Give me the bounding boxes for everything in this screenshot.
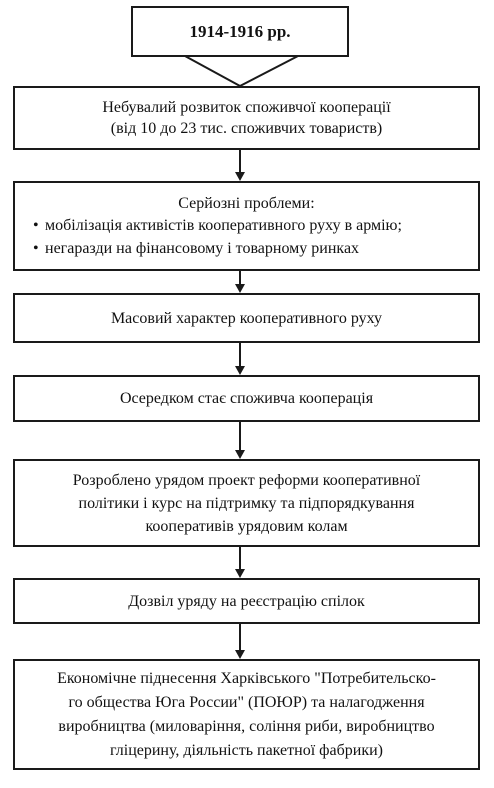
problem-item: • мобілізація активістів кооперативного руху в армію; xyxy=(29,214,478,237)
box3-text: Масовий характер кооперативного руху xyxy=(110,309,383,327)
arrow-box4-box5 xyxy=(235,422,245,459)
flow-box-development xyxy=(13,86,480,150)
problem-item: • негаразди на фінансовому і товарному ринках xyxy=(29,237,478,260)
arrow-box1-box2 xyxy=(235,150,245,181)
box7-line4: гліцерину, діяльність пакетної фабрики) xyxy=(110,741,383,759)
flow-box-union-registration xyxy=(13,578,480,624)
box7-line2: го общества Юга России" (ПОЮР) та налагодження xyxy=(68,693,425,711)
flow-box-reform-project xyxy=(13,459,480,547)
problems-heading: Серйозні проблеми: xyxy=(178,194,315,212)
flow-box-economic-growth xyxy=(13,659,480,770)
box1-line1: Небувалий розвиток споживчої кооперації xyxy=(102,99,391,116)
flow-box-problems xyxy=(13,181,480,271)
arrow-box3-box4 xyxy=(235,343,245,375)
problems-list xyxy=(29,214,478,260)
box5-line2: політики і курс на підтримку та підпорядкування xyxy=(78,494,415,512)
flow-box-consumer-core xyxy=(13,375,480,422)
arrow-box6-box7 xyxy=(235,624,245,659)
box6-text: Дозвіл уряду на реєстрацію спілок xyxy=(128,592,365,610)
title-box xyxy=(131,6,349,57)
title-callout-pointer xyxy=(185,56,298,86)
arrow-box2-box3 xyxy=(235,271,245,293)
box7-line3: виробництва (миловаріння, соління риби, виробництво xyxy=(58,717,435,735)
box4-text: Осередком стає споживча кооперація xyxy=(119,390,374,407)
arrow-box5-box6 xyxy=(235,547,245,578)
flow-box-mass-character xyxy=(13,293,480,343)
diagram-title: 1914-1916 рр. xyxy=(189,21,291,41)
box7-line1: Економічне піднесення Харківського "Потребительско- xyxy=(57,669,436,687)
box1-line2: (від 10 до 23 тис. споживчих товариств) xyxy=(110,120,383,137)
box5-line1: Розроблено урядом проект реформи кооперативної xyxy=(72,471,421,489)
box5-line3: кооперативів урядовим колам xyxy=(145,517,348,535)
